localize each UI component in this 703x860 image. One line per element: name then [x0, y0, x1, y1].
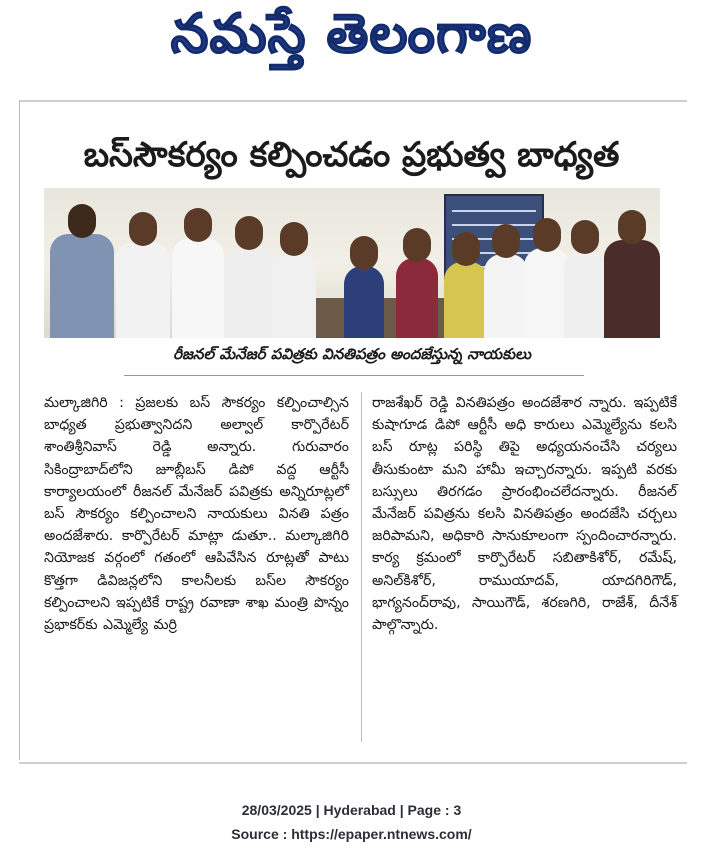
person — [224, 246, 274, 338]
column-divider — [361, 392, 362, 742]
photo-caption-text: రీజనల్ మేనేజర్ పవిత్రకు వినతిపత్రం అందజేస్తున్న నాయకులు — [173, 345, 531, 363]
person — [564, 250, 606, 338]
person — [50, 234, 114, 338]
page-footer — [0, 798, 703, 846]
person — [484, 254, 528, 338]
person — [604, 240, 660, 338]
person — [396, 258, 438, 338]
masthead — [0, 0, 703, 80]
article-photo — [44, 188, 660, 338]
article-headline — [44, 134, 659, 184]
clipping-left-border — [19, 100, 20, 760]
person — [344, 266, 384, 338]
newspaper-title: నమస్తే తెలంగాణ — [170, 1, 533, 65]
headline-text: బస్‌సౌకర్యం కల్పించడం ప్రభుత్వ బాధ్యత — [83, 135, 620, 175]
person — [116, 242, 170, 338]
edition-info: 28/03/2025 | Hyderabad | Page : 3 — [241, 802, 462, 818]
article-column-left: మల్కాజిగిరి : ప్రజలకు బస్ సౌకర్యం కల్పించాల్సిన బాధ్యత ప్రభుత్వానిదని అల్వాల్ కార్పొరేటర్ శాంతిశ్రీనివాస్ రెడ్డి అన్నారు. గురువారం సికింద్రాబాద్‌లోని జూబ్లీబస్ డిపో వద్ద ఆర్టీసీ కార్యాలయంలో రీజనల్ మేనేజర్ పవిత్రకు అన్నిరూట్లలో బస్ సౌకర్యం కల్పించాలని నాయకులు వినతి పత్రం అందజేశారు. కార్పొరేటర్ మాట్లా డుతూ.. మల్కాజిగిరి నియోజక వర్గంలో గతంలో ఆపివేసిన రూట్లతో పాటు కొత్తగా డివిజన్లలోని కాలనీలకు బస్‌ల సౌకర్యం కల్పించాలని ఇప్పటికే రాష్ట్ర రవాణా శాఖ మంత్రి పొన్నం ప్రభాకర్‌కు ఎమ్మెల్యే మర్రి — [44, 395, 349, 634]
person — [172, 238, 224, 338]
photo-caption — [44, 343, 660, 369]
source-link[interactable]: Source : https://epaper.ntnews.com/ — [231, 826, 472, 842]
person — [272, 252, 316, 338]
caption-divider — [124, 375, 584, 376]
article-column-right: రాజశేఖర్ రెడ్డి వినతిపత్రం అందజేశార న్నారు. ఇప్పటికే కుషాగూడ డిపో ఆర్టీసీ అధి కారులు ఎమ్మెల్యేను కలసి బస్ రూట్ల పరిస్థి తిపై అధ్యయనంచేసి చర్యలు తీసుకుంటా మని హామీ ఇచ్చారన్నారు. ఇప్పటి వరకు బస్సులు తిరగడం ప్రారంభించలేదన్నారు. రీజనల్ మేనేజర్ పవిత్రను కలసి వినతిపత్రం అందజేసి చర్చలు జరిపామని, అధికారి సానుకూలంగా స్పందించారన్నారు. కార్య క్రమంలో కార్పొరేటర్ సబితాకిశోర్, రమేష్, అనిల్‌కిశోర్, రాముయాదవ్, యాదగిరిగౌడ్, భాగ్యనంద్‌రావు, సాయిగౌడ్, శరణగిరి, రాజేశ్, దీనేశ్ పాల్గొన్నారు. — [372, 395, 677, 634]
person — [444, 262, 488, 338]
